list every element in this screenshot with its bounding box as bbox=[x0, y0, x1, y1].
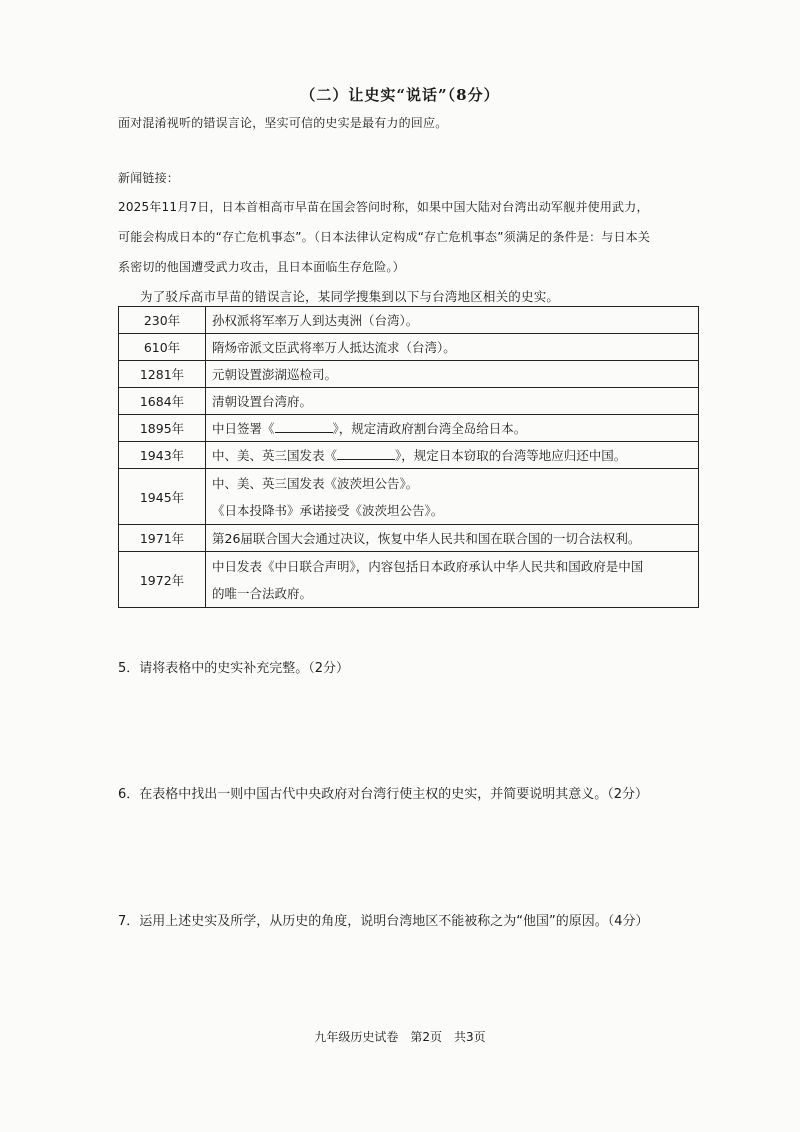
fact-cell: 元朝设置澎湖巡检司。 bbox=[206, 361, 699, 388]
question-7: 7．运用上述史实及所学，从历史的角度，说明台湾地区不能被称之为“他国”的原因。（4分） bbox=[118, 914, 649, 929]
fact-text-after-blank: 》，规定日本窃取的台湾等地应归还中国。 bbox=[395, 448, 627, 463]
table-row bbox=[119, 552, 699, 608]
fact-line: 中日发表《中日联合声明》，内容包括日本政府承认中华人民共和国政府是中国 bbox=[212, 558, 644, 574]
fact-line: 《日本投降书》承诺接受《波茨坦公告》。 bbox=[212, 502, 444, 518]
year-cell: 610年 bbox=[119, 334, 206, 361]
fact-text-before-blank: 中日签署《 bbox=[212, 421, 275, 436]
news-line-3: 系密切的他国遭受武力攻击，且日本面临生存危险。） bbox=[118, 260, 405, 274]
page-footer: 九年级历史试卷 第2页 共3页 bbox=[314, 1030, 486, 1044]
fact-text-before-blank: 中、美、英三国发表《 bbox=[212, 448, 338, 463]
section-title: （二）让史实“说话”（8分） bbox=[300, 86, 500, 104]
table-row bbox=[119, 307, 699, 334]
fact-cell bbox=[206, 552, 699, 608]
fact-cell: 第26届联合国大会通过决议，恢复中华人民共和国在联合国的一切合法权利。 bbox=[206, 525, 699, 552]
fact-line: 中、美、英三国发表《波茨坦公告》。 bbox=[212, 475, 419, 491]
year-cell: 1684年 bbox=[119, 388, 206, 415]
table-row bbox=[119, 469, 699, 525]
table-row bbox=[119, 361, 699, 388]
news-line-2: 可能会构成日本的“存亡危机事态”。（日本法律认定构成“存亡危机事态”须满足的条件是：与日本关 bbox=[118, 230, 651, 244]
answer-blank[interactable] bbox=[337, 447, 395, 460]
fact-cell: 孙权派将军率万人到达夷洲（台湾）。 bbox=[206, 307, 699, 334]
fact-cell bbox=[206, 442, 699, 469]
fact-cell: 清朝设置台湾府。 bbox=[206, 388, 699, 415]
question-6: 6．在表格中找出一则中国古代中央政府对台湾行使主权的史实，并简要说明其意义。（2分） bbox=[118, 787, 649, 802]
table-row bbox=[119, 388, 699, 415]
history-facts-table bbox=[118, 306, 699, 608]
answer-blank[interactable] bbox=[275, 420, 333, 433]
year-cell: 1895年 bbox=[119, 415, 206, 442]
year-cell: 230年 bbox=[119, 307, 206, 334]
news-label: 新闻链接： bbox=[118, 171, 180, 185]
table-row bbox=[119, 525, 699, 552]
fact-cell bbox=[206, 415, 699, 442]
fact-cell bbox=[206, 469, 699, 525]
table-row bbox=[119, 334, 699, 361]
year-cell: 1943年 bbox=[119, 442, 206, 469]
intro-text: 面对混淆视听的错误言论，坚实可信的史实是最有力的回应。 bbox=[118, 116, 448, 130]
news-line-1: 2025年11月7日，日本首相高市早苗在国会答问时称，如果中国大陆对台湾出动军舰并使用武力， bbox=[118, 200, 649, 214]
year-cell: 1281年 bbox=[119, 361, 206, 388]
news-body bbox=[118, 192, 718, 282]
fact-line: 的唯一合法政府。 bbox=[212, 585, 313, 601]
question-5: 5．请将表格中的史实补充完整。（2分） bbox=[118, 661, 350, 676]
table-row bbox=[119, 442, 699, 469]
fact-cell: 隋炀帝派文臣武将率万人抵达流求（台湾）。 bbox=[206, 334, 699, 361]
fact-text-after-blank: 》，规定清政府割台湾全岛给日本。 bbox=[332, 421, 527, 436]
year-cell: 1945年 bbox=[119, 469, 206, 525]
lead-text: 为了驳斥高市早苗的错误言论，某同学搜集到以下与台湾地区相关的史实。 bbox=[140, 289, 560, 304]
year-cell: 1972年 bbox=[119, 552, 206, 608]
table-row bbox=[119, 415, 699, 442]
year-cell: 1971年 bbox=[119, 525, 206, 552]
